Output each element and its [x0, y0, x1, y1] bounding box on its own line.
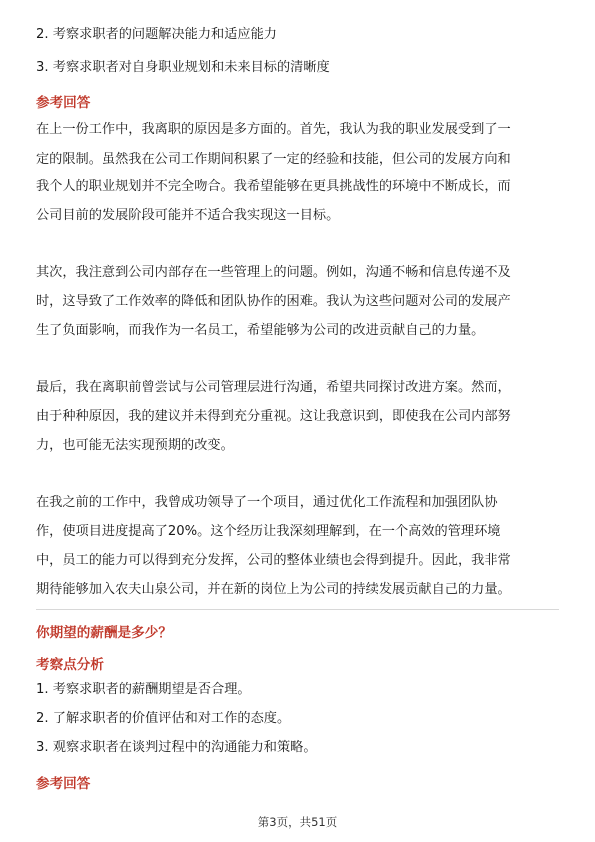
paragraph-line: 公司目前的发展阶段可能并不适合我实现这一目标。 [36, 208, 340, 223]
paragraph-line: 时，这导致了工作效率的降低和团队协作的困难。我认为这些问题对公司的发展产 [36, 294, 511, 309]
answer-heading: 参考回答 [36, 776, 91, 792]
paragraph-line: 在我之前的工作中，我曾成功领导了一个项目，通过优化工作流程和加强团队协 [36, 495, 498, 510]
paragraph-line: 定的限制。虽然我在公司工作期间积累了一定的经验和技能，但公司的发展方向和 [36, 152, 511, 167]
paragraph-line: 在上一份工作中，我离职的原因是多方面的。首先，我认为我的职业发展受到了一 [36, 122, 511, 137]
list-item: 1. 考察求职者的薪酬期望是否合理。 [36, 682, 251, 697]
paragraph-line: 中，员工的能力可以得到充分发挥，公司的整体业绩也会得到提升。因此，我非常 [36, 553, 511, 568]
list-item: 2. 考察求职者的问题解决能力和适应能力 [36, 27, 277, 42]
paragraph-line: 生了负面影响，而我作为一名员工，希望能够为公司的改进贡献自己的力量。 [36, 323, 485, 338]
question-title: 你期望的薪酬是多少？ [36, 625, 172, 641]
paragraph-line: 由于种种原因，我的建议并未得到充分重视。这让我意识到，即使我在公司内部努 [36, 409, 511, 424]
paragraph-line: 最后，我在离职前曾尝试与公司管理层进行沟通，希望共同探讨改进方案。然而， [36, 380, 511, 395]
paragraph-line: 其次，我注意到公司内部存在一些管理上的问题。例如，沟通不畅和信息传递不及 [36, 265, 511, 280]
analysis-heading: 考察点分析 [36, 657, 104, 673]
paragraph-line: 我个人的职业规划并不完全吻合。我希望能够在更具挑战性的环境中不断成长，而 [36, 179, 511, 194]
section-divider [36, 609, 559, 610]
list-item: 3. 观察求职者在谈判过程中的沟通能力和策略。 [36, 740, 317, 755]
paragraph-line: 期待能够加入农夫山泉公司，并在新的岗位上为公司的持续发展贡献自己的力量。 [36, 582, 511, 597]
list-item: 2. 了解求职者的价值评估和对工作的态度。 [36, 711, 291, 726]
list-item: 3. 考察求职者对自身职业规划和未来目标的清晰度 [36, 60, 330, 75]
answer-heading: 参考回答 [36, 95, 91, 111]
paragraph-line: 作，使项目进度提高了20%。这个经历让我深刻理解到，在一个高效的管理环境 [36, 524, 501, 539]
paragraph-line: 力，也可能无法实现预期的改变。 [36, 438, 234, 453]
page-number: 第3页，共51页 [257, 815, 338, 829]
